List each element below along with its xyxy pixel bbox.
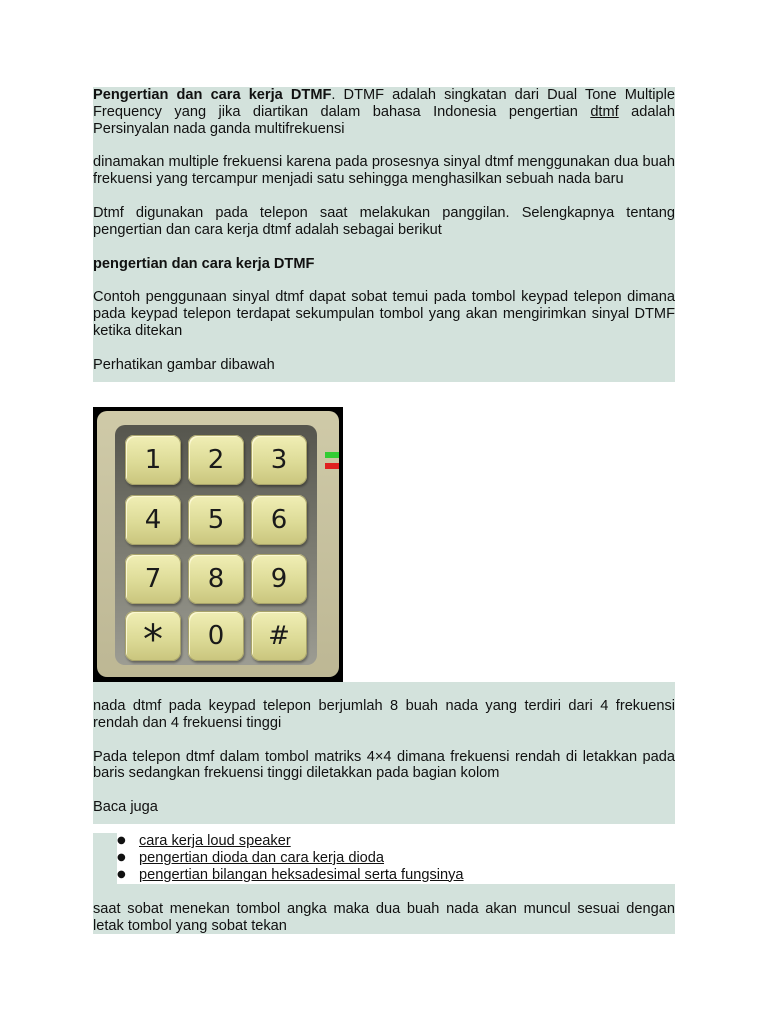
related-links-list xyxy=(93,833,675,883)
paragraph-matriks: Pada telepon dtmf dalam tombol matriks 4×4 dimana frekuensi rendah di letakkan pada baris sedangkan frekuensi tinggi diletakkan pada bagian kolom xyxy=(93,748,675,782)
link-heksadesimal[interactable]: pengertian bilangan heksadesimal serta fungsinya xyxy=(139,866,464,883)
paragraph-frekuensi: dinamakan multiple frekuensi karena pada prosesnya sinyal dtmf menggunakan dua buah frekuensi yang tercampur menjadi satu sehingga menghasilkan sebuah nada baru xyxy=(93,154,675,188)
paragraph-tekan: saat sobat menekan tombol angka maka dua buah nada akan muncul sesuai dengan letak tombol yang sobat tekan xyxy=(93,901,675,934)
key-2: 2 xyxy=(188,435,244,485)
text-block-middle xyxy=(93,682,675,824)
baca-juga-label: Baca juga xyxy=(93,799,158,816)
key-8: 8 xyxy=(188,554,244,604)
text-block-bottom xyxy=(93,884,675,934)
key-0: 0 xyxy=(188,611,244,661)
paragraph-gambar: Perhatikan gambar dibawah xyxy=(93,356,275,373)
list-item xyxy=(93,833,675,850)
keypad-image xyxy=(93,407,343,682)
bullet-icon: ● xyxy=(117,868,126,880)
link-loud-speaker[interactable]: cara kerja loud speaker xyxy=(139,833,291,849)
bullet-icon: ● xyxy=(117,835,126,846)
link-dioda[interactable]: pengertian dioda dan cara kerja dioda xyxy=(139,849,385,866)
red-led-indicator xyxy=(325,463,339,469)
key-7: 7 xyxy=(125,554,181,604)
bullet-icon: ● xyxy=(117,851,126,863)
key-4: 4 xyxy=(125,495,181,545)
text-block-top xyxy=(93,87,675,382)
paragraph-keypad: Contoh penggunaan sinyal dtmf dapat sobat temui pada tombol keypad telepon dimana pada keypad telepon terdapat sekumpulan tombol yang akan mengirimkan sinyal DTMF ketika ditekan xyxy=(93,289,675,339)
key-3: 3 xyxy=(251,435,307,485)
green-led-indicator xyxy=(325,452,339,458)
list-item xyxy=(93,850,675,867)
key-6: 6 xyxy=(251,495,307,545)
dtmf-link[interactable]: dtmf xyxy=(590,103,619,120)
intro-paragraph xyxy=(93,87,675,137)
key-hash: # xyxy=(251,611,307,661)
paragraph-panggilan: Dtmf digunakan pada telepon saat melakukan panggilan. Selengkapnya tentang pengertian dan cara kerja dtmf adalah sebagai berikut xyxy=(93,204,675,238)
list-item xyxy=(93,867,675,884)
intro-text-end: adalah Persinyalan nada ganda multifrekuensi xyxy=(93,103,675,137)
key-star: * xyxy=(125,611,181,661)
key-1: 1 xyxy=(125,435,181,485)
intro-text: . DTMF adalah singkatan dari Dual Tone Multiple Frequency yang jika diartikan dalam bahasa Indonesia pengertian xyxy=(93,87,675,120)
key-9: 9 xyxy=(251,554,307,604)
intro-bold-lead: Pengertian dan cara kerja DTMF xyxy=(93,87,332,103)
keypad-body xyxy=(97,411,339,677)
related-links xyxy=(93,833,675,883)
subheading: pengertian dan cara kerja DTMF xyxy=(93,255,315,272)
paragraph-nada: nada dtmf pada keypad telepon berjumlah 8 buah nada yang terdiri dari 4 frekuensi rendah dan 4 frekuensi tinggi xyxy=(93,698,675,731)
key-5: 5 xyxy=(188,495,244,545)
